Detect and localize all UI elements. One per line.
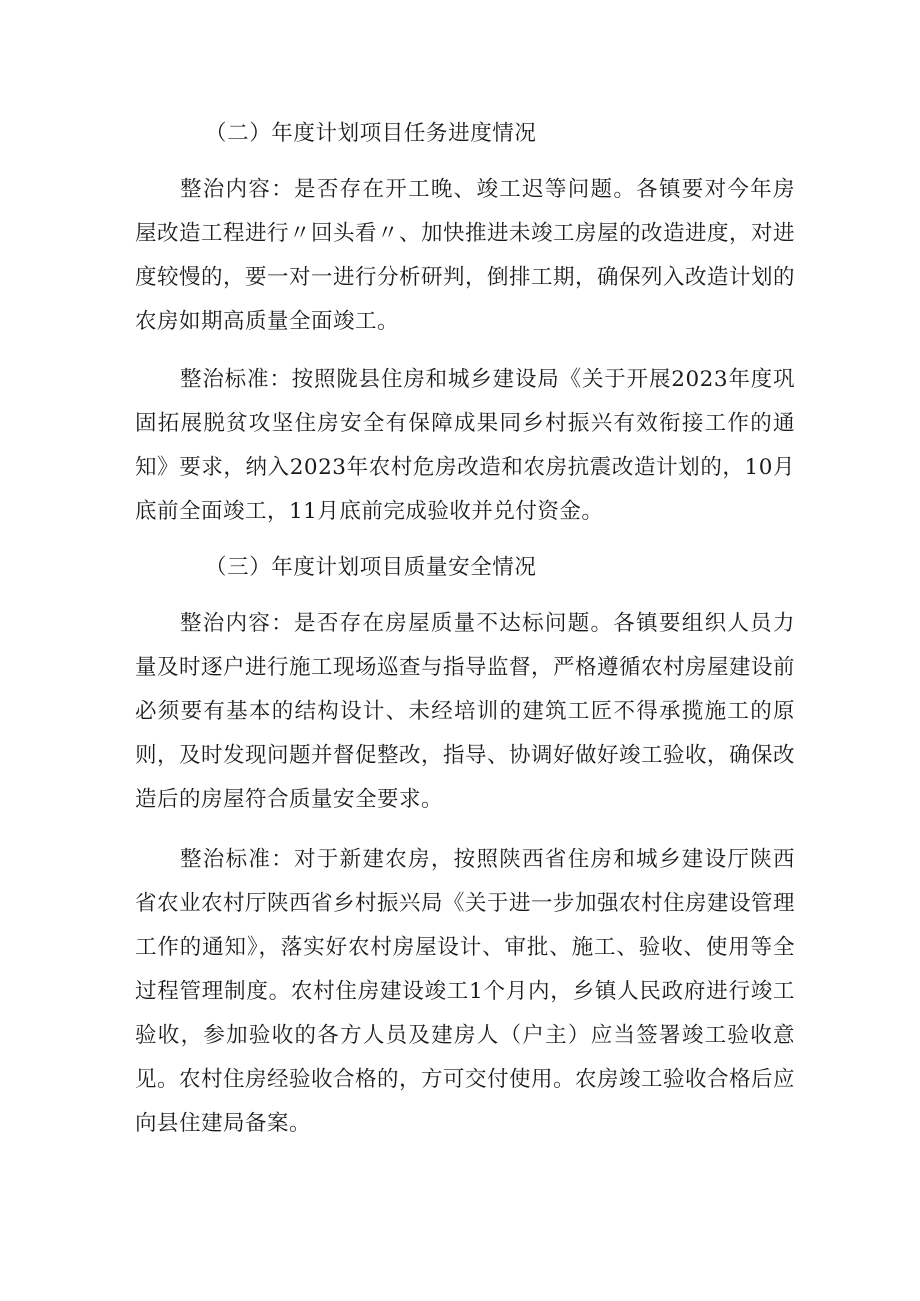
quality-standard-paragraph: 整治标准：对于新建农房，按照陕西省住房和城乡建设厅陕西省农业农村厅陕西省乡村振兴局《关于进一步加强农村住房建设管理工作的通知》，落实好农村房屋设计、审批、施工、验收、使用等全过程管理制度。农村住房建设竣工1个月内，乡镇人民政府进行竣工验收，参加验收的各方人员及建房人（户主）应当签署竣工验收意见。农村住房经验收合格的，方可交付使用。农房竣工验收合格后应向县住建局备案。 (135, 847, 796, 1136)
section-heading-quality-safety: （三）年度计划项目质量安全情况 (205, 555, 537, 580)
progress-standard-paragraph: 整治标准：按照陇县住房和城乡建设局《关于开展2023年度巩固拓展脱贫攻坚住房安全有保障成果同乡村振兴有效衔接工作的通知》要求，纳入2023年农村危房改造和农房抗震改造计划的，10月底前全面竣工，11月底前完成验收并兑付资金。 (135, 367, 795, 524)
progress-content-paragraph: 整治内容：是否存在开工晚、竣工迟等问题。各镇要对今年房屋改造工程进行〃回头看〃、加快推进未竣工房屋的改造进度，对进度较慢的，要一对一进行分析研判，倒排工期，确保列入改造计划的农房如期高质量全面竣工。 (135, 177, 796, 334)
document-body (135, 112, 795, 1146)
section-heading-progress: （二）年度计划项目任务进度情况 (205, 121, 537, 146)
quality-content-paragraph: 整治内容：是否存在房屋质量不达标问题。各镇要组织人员力量及时逐户进行施工现场巡查与指导监督，严格遵循农村房屋建设前必须要有基本的结构设计、未经培训的建筑工匠不得承揽施工的原则，及时发现问题并督促整改，指导、协调好做好竣工验收，确保改造后的房屋符合质量安全要求。 (135, 611, 796, 812)
